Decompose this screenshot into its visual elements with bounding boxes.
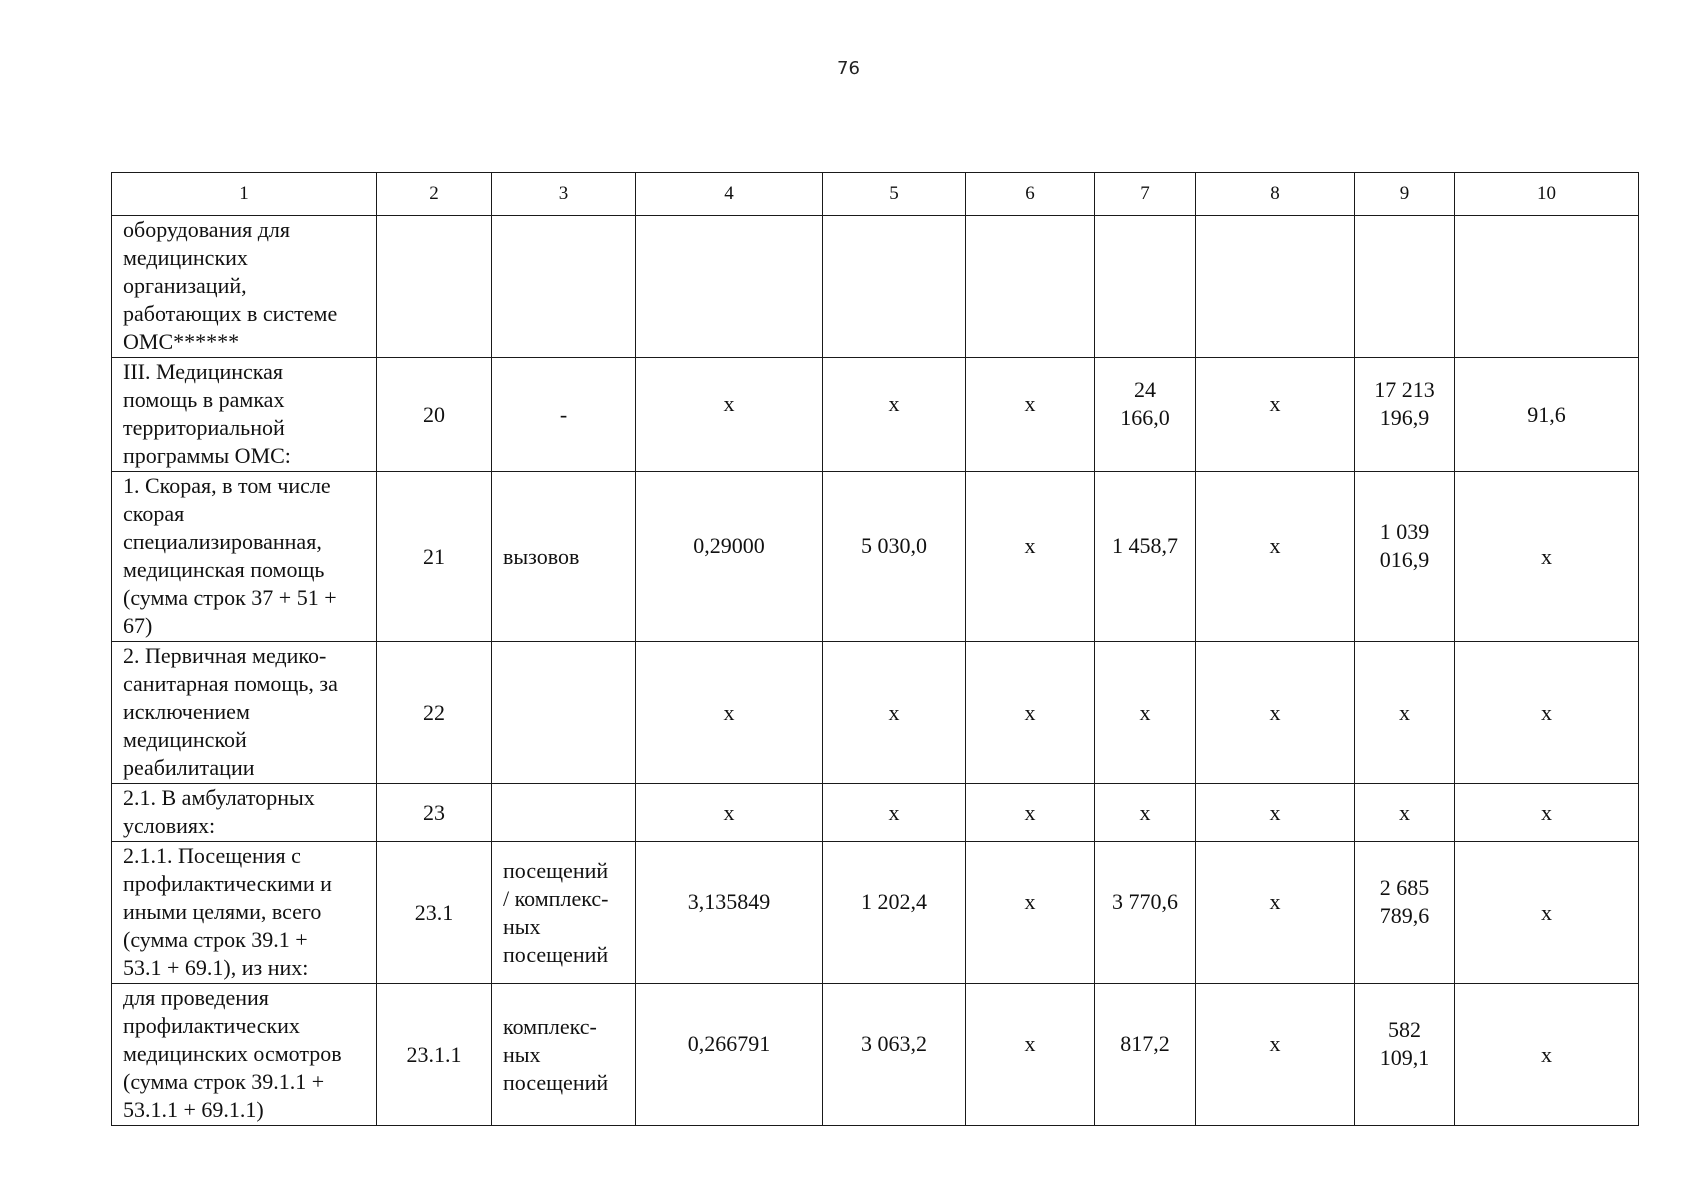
table-row	[112, 984, 1639, 1126]
table-cell	[1455, 216, 1639, 358]
table-row	[112, 472, 1639, 642]
table-cell	[492, 642, 636, 784]
table-cell	[823, 216, 966, 358]
table-cell	[492, 784, 636, 842]
table-cell: х	[966, 642, 1095, 784]
table-cell	[823, 842, 966, 984]
table-row	[112, 842, 1639, 984]
table-cell: посещений / комплекс- ных посещений	[492, 842, 636, 984]
column-header: 3	[492, 173, 636, 216]
table-cell	[1196, 216, 1355, 358]
table-cell: х	[1196, 784, 1355, 842]
cell-text: 3 063,2	[861, 1030, 927, 1056]
table-cell: -	[492, 358, 636, 472]
cell-text: 3 770,6	[1112, 888, 1178, 914]
cell-text: х	[1269, 888, 1281, 914]
cell-text: х	[1024, 390, 1036, 416]
table-cell	[636, 842, 823, 984]
table-cell: х	[823, 642, 966, 784]
column-header: 6	[966, 173, 1095, 216]
table-cell	[966, 984, 1095, 1126]
table-cell	[636, 472, 823, 642]
table-cell: х	[636, 642, 823, 784]
cell-text: 2 685 789,6	[1379, 874, 1430, 928]
column-header: 9	[1355, 173, 1455, 216]
table-cell	[823, 358, 966, 472]
column-header: 2	[377, 173, 492, 216]
table-row	[112, 216, 1639, 358]
table-cell: 23.1.1	[377, 984, 492, 1126]
table-cell	[1355, 842, 1455, 984]
cell-text: х	[1024, 888, 1036, 914]
cell-text: 1 202,4	[861, 888, 927, 914]
table-cell	[1196, 842, 1355, 984]
table-cell: х	[1455, 842, 1639, 984]
table-cell: х	[1455, 472, 1639, 642]
table-cell: х	[1355, 642, 1455, 784]
table-cell: 22	[377, 642, 492, 784]
table-cell	[823, 472, 966, 642]
table-row	[112, 642, 1639, 784]
table-cell: 20	[377, 358, 492, 472]
table-cell	[636, 358, 823, 472]
table-cell: III. Медицинская помощь в рамках территориальной программы ОМС:	[112, 358, 377, 472]
table-cell: комплекс- ных посещений	[492, 984, 636, 1126]
table-cell: вызовов	[492, 472, 636, 642]
table-cell: 23.1	[377, 842, 492, 984]
table-cell: х	[1355, 784, 1455, 842]
table-cell	[636, 216, 823, 358]
column-header: 7	[1095, 173, 1196, 216]
data-table	[111, 172, 1639, 1126]
cell-text: х	[723, 390, 735, 416]
cell-text: 17 213 196,9	[1374, 376, 1435, 430]
table-cell: 2.1.1. Посещения с профилактическими и иными целями, всего (сумма строк 39.1 + 53.1 + 69.1), из них:	[112, 842, 377, 984]
table-cell	[1095, 358, 1196, 472]
table-cell: х	[1196, 642, 1355, 784]
table-cell	[1196, 358, 1355, 472]
table-cell	[1196, 472, 1355, 642]
cell-text: х	[888, 390, 900, 416]
table-cell	[1355, 472, 1455, 642]
table-cell: 2.1. В амбулаторных условиях:	[112, 784, 377, 842]
cell-text: 5 030,0	[861, 532, 927, 558]
table-cell	[1095, 472, 1196, 642]
cell-text: х	[1269, 390, 1281, 416]
cell-text: 817,2	[1120, 1030, 1170, 1056]
column-header: 4	[636, 173, 823, 216]
table-cell	[636, 984, 823, 1126]
cell-text: х	[1269, 1030, 1281, 1056]
column-header: 5	[823, 173, 966, 216]
table-cell	[966, 216, 1095, 358]
cell-text: 0,29000	[693, 532, 765, 558]
column-header: 1	[112, 173, 377, 216]
table-cell	[1095, 984, 1196, 1126]
table-cell	[966, 358, 1095, 472]
cell-text: 582 109,1	[1379, 1016, 1430, 1070]
table-cell: х	[1095, 642, 1196, 784]
table-cell	[1196, 984, 1355, 1126]
table-cell	[966, 472, 1095, 642]
table-cell: 21	[377, 472, 492, 642]
header-row	[112, 173, 1639, 216]
table-row	[112, 358, 1639, 472]
cell-text: х	[1269, 532, 1281, 558]
table-cell: х	[1095, 784, 1196, 842]
column-header: 10	[1455, 173, 1639, 216]
cell-text: 3,135849	[687, 888, 771, 914]
table-row	[112, 784, 1639, 842]
table-cell: 1. Скорая, в том числе скорая специализированная, медицинская помощь (сумма строк 37 + 51 + 67)	[112, 472, 377, 642]
table-cell	[377, 216, 492, 358]
cell-text: 1 458,7	[1112, 532, 1178, 558]
table-cell	[1095, 842, 1196, 984]
table-cell: х	[1455, 642, 1639, 784]
table-cell: х	[966, 784, 1095, 842]
table-cell	[1355, 984, 1455, 1126]
table-cell: х	[636, 784, 823, 842]
table-cell	[823, 984, 966, 1126]
table-cell: 91,6	[1455, 358, 1639, 472]
cell-text: 0,266791	[687, 1030, 771, 1056]
table-cell: х	[823, 784, 966, 842]
table-cell	[1095, 216, 1196, 358]
cell-text: х	[1024, 532, 1036, 558]
table-cell: 23	[377, 784, 492, 842]
table-cell: оборудования для медицинских организаций, работающих в системе ОМС******	[112, 216, 377, 358]
page-number: 76	[837, 58, 860, 79]
table-cell	[1355, 358, 1455, 472]
table-cell	[966, 842, 1095, 984]
cell-text: 1 039 016,9	[1379, 518, 1430, 572]
cell-text: 24 166,0	[1120, 376, 1170, 430]
table-cell: 2. Первичная медико- санитарная помощь, за исключением медицинской реабилитации	[112, 642, 377, 784]
cell-text: х	[1024, 1030, 1036, 1056]
table-cell: х	[1455, 984, 1639, 1126]
table-cell	[492, 216, 636, 358]
table-cell: для проведения профилактических медицинских осмотров (сумма строк 39.1.1 + 53.1.1 + 69.1.1)	[112, 984, 377, 1126]
table-cell: х	[1455, 784, 1639, 842]
column-header: 8	[1196, 173, 1355, 216]
table-cell	[1355, 216, 1455, 358]
